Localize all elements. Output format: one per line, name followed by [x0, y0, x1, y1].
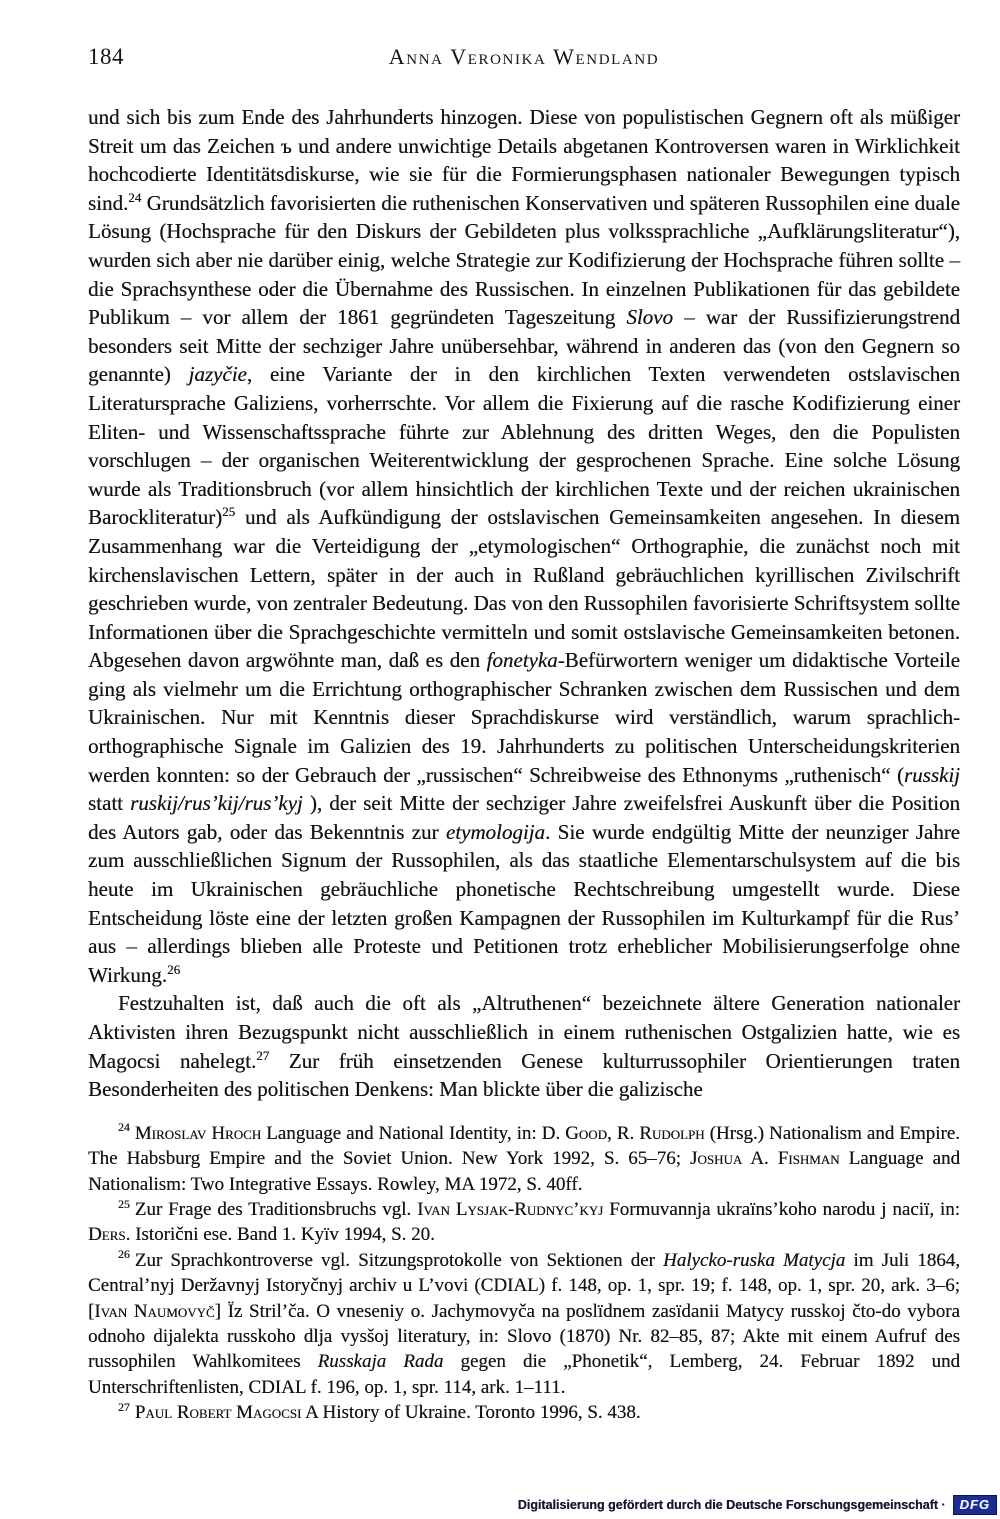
footnote-text: Zur Sprachkontroverse vgl. Sitzungsprotokolle von Sektionen der Halycko-ruska Matycja im Juli 1864, Central’nyj Deržavnyj Istoryčnyj archiv u L’vovi (CDIAL) f. 148, op. 1, spr. 19; f. 148, op. 1, spr. 20, ark. 3–6; [Ivan Naumovyč] Ïz Stril’ča. O vneseniy o. Jachymovyča na poslïdnem zasïdanii Matycy russkoj čto-do vybora odnoho dijalekta russkoho dlja vysšoj literatury, in: Slovo (1870) Nr. 82–85, 87; Akte mit einem Aufruf des russophilen Wahlkomitees Russkaja Rada gegen die „Phonetik“, Lemberg, 24. Februar 1892 und Unterschriftenlisten, CDIAL f. 196, op. 1, spr. 114, ark. 1–111.	[88, 1249, 961, 1398]
footnote-24	[88, 1121, 960, 1197]
digitization-credit: Digitalisierung gefördert durch die Deutsche Forschungsgemeinschaft ·	[517, 1498, 946, 1512]
digitization-footer	[518, 1495, 997, 1515]
footnote-marker: 25	[118, 1197, 130, 1211]
footnotes-block	[88, 1121, 960, 1426]
footnote-text: Paul Robert Magocsi A History of Ukraine. Toronto 1996, S. 438.	[134, 1402, 641, 1424]
footnote-marker: 27	[118, 1400, 130, 1414]
footnote-marker: 24	[118, 1121, 130, 1135]
body-text	[88, 103, 960, 1104]
running-head: Anna Veronika Wendland	[388, 44, 660, 69]
footnote-25	[88, 1197, 960, 1248]
dfg-logo: DFG	[953, 1495, 997, 1515]
footnote-26	[88, 1248, 960, 1400]
footnote-27	[88, 1400, 960, 1425]
page-header	[88, 44, 960, 72]
page-number: 184	[88, 44, 124, 69]
paragraph-festzuhalten: Festzuhalten ist, daß auch die oft als „Altruthenen“ bezeichnete ältere Generation nationaler Aktivisten ihren Bezugspunkt nicht ausschließlich in einem ruthenischen Ostgalizien hatte, wie es Magocsi nahelegt.$^{27}$ Zur früh einsetzenden Genese kulturrussophiler Orientierungen traten Besonderheiten des politischen Denkens: Man blickte über die galizische	[88, 991, 960, 1102]
footnote-text: Zur Frage des Traditionsbruchs vgl. Ivan Lysjak-Rudnyc’kyj Formuvannja ukraïns’koho narodu j naciï, in: Ders. Istorični ese. Band 1. Kyïv 1994, S. 20.	[88, 1199, 960, 1246]
footnote-text: Miroslav Hroch Language and National Identity, in: D. Good, R. Rudolph (Hrsg.) Nationalism and Empire. The Habsburg Empire and the Soviet Union. New York 1992, S. 65–76; Joshua A. Fishman Language and Nationalism: Two Integrative Essays. Rowley, MA 1972, S. 40ff.	[88, 1122, 960, 1195]
footnote-marker: 26	[118, 1248, 130, 1262]
paragraph-continuation: und sich bis zum Ende des Jahrhunderts hinzogen. Diese von populistischen Gegnern oft als müßiger Streit um das Zeichen ъ und andere unwichtige Details abgetanen Kontroversen waren in Wirklichkeit hochcodierte Identitätsdiskurse, wie sie für die Formierungsphasen nationaler Bewegungen typisch sind.$^{24}$ Grundsätzlich favorisierten die ruthenischen Konservativen und späteren Russophilen eine duale Lösung (Hochsprache für den Diskurs der Gebildeten plus volkssprachliche „Aufklärungsliteratur“), wurden sich aber nie darüber einig, welche Strategie zur Kodifizierung der Hochsprache führen sollte – die Sprachsynthese oder die Übernahme des Russischen. In einzelnen Publikationen für das gebildete Publikum – vor allem der 1861 gegründeten Tageszeitung Slovo – war der Russifizierungstrend besonders seit Mitte der sechziger Jahre unübersehbar, während in anderen das (von den Gegnern so genannte) jazyčie, eine Variante der in den kirchlichen Texten verwendeten ostslavischen Literatursprache Galiziens, vorherrschte. Vor allem die Fixierung auf die rasche Kodifizierung einer Eliten- und Wissenschaftssprache führte zur Ablehnung des dritten Weges, den die Populisten vorschlugen – der organischen Weiterentwicklung der gesprochenen Sprache. Eine solche Lösung wurde als Traditionsbruch (vor allem hinsichtlich der kirchlichen Texte und der reichen ukrainischen Barockliteratur)$^{25}$ und als Aufkündigung der ostslavischen Gemeinsamkeiten angesehen. In diesem Zusammenhang war die Verteidigung der „etymologischen“ Orthographie, die zunächst noch mit kirchenslavischen Lettern, später in der auch in Rußland gebräuchlichen kyrillischen Zivilschrift geschrieben wurde, von zentraler Bedeutung. Das von den Russophilen favorisierte Schriftsystem sollte Informationen über die Sprachgeschichte vermitteln und somit ostslavische Gemeinsamkeiten betonen. Abgesehen davon argwöhnte man, daß es den fonetyka-Befürwortern weniger um didaktische Vorteile ging als vielmehr um die Errichtung orthographischer Schranken zwischen dem Russischen und dem Ukrainischen. Nur mit Kenntnis dieser Sprachdiskurse wird verständlich, warum sprachlich-orthographische Signale im Galizien des 19. Jahrhunderts zu politischen Unterscheidungskriterien werden konnten: so der Gebrauch der „russischen“ Schreibweise des Ethnonyms „ruthenisch“ (russkij statt ruskij/rus’kij/rus’kyj ), der seit Mitte der sechziger Jahre zweifelsfrei Auskunft über die Position des Autors gab, oder das Bekenntnis zur etymologija. Sie wurde endgültig Mitte der neunziger Jahre zum ausschließlichen Signum der Russophilen, als das staatliche Elementarschulsystem auf die bis heute im Ukrainischen gebräuchliche phonetische Rechtschreibung umgestellt wurde. Diese Entscheidung löste eine der letzten großen Kampagnen der Russophilen im Kulturkampf für die Rus’ aus – allerdings blieben alle Proteste und Petitionen trotz erheblicher Mobilisierungserfolge ohne Wirkung.$^{26}$	[88, 105, 961, 987]
text-column	[88, 44, 960, 1426]
